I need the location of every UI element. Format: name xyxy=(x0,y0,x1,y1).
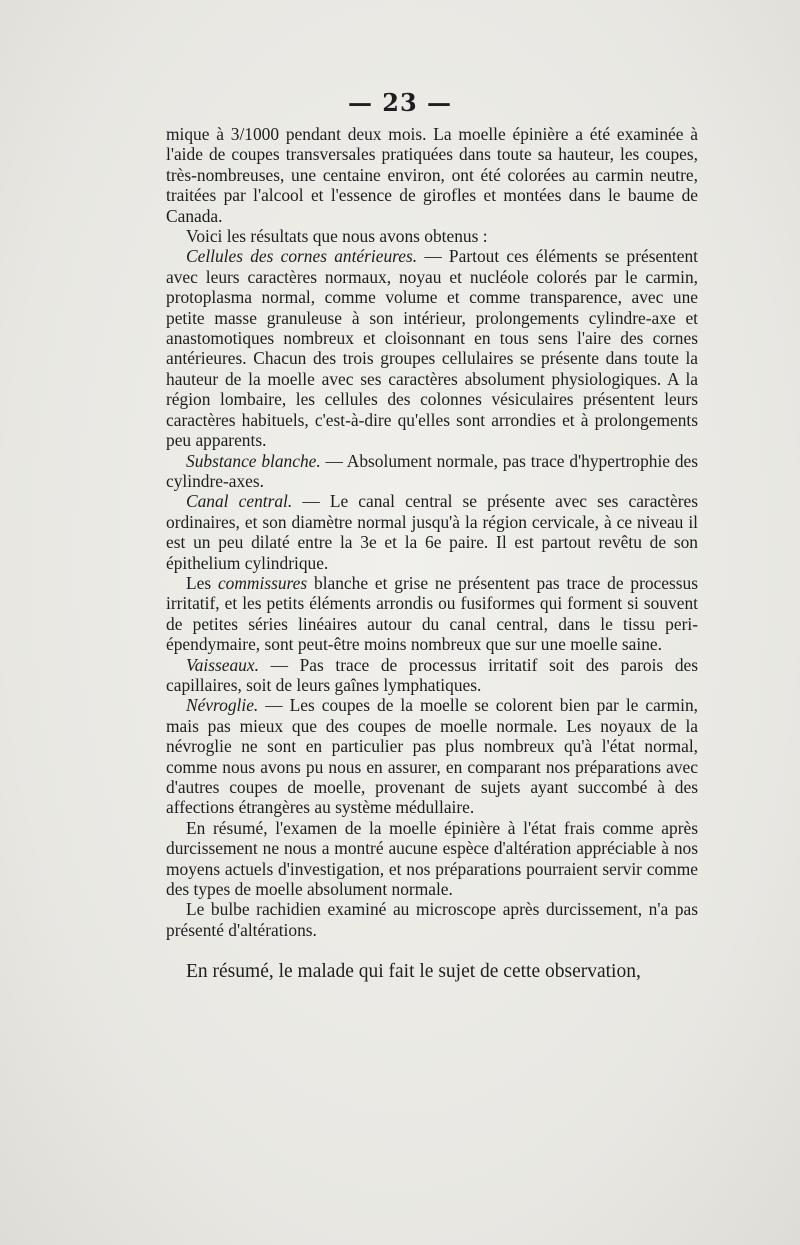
text-run: — Le canal central se présente avec ses caractères ordinaires, et son diamètre normal jusqu'à la région cervicale, à ce niveau il est un peu dilaté entre la 3e et la 6e paire. Il est partout revêtu de son épithelium cylindrique. xyxy=(166,491,698,573)
text-run: Voici les résultats que nous avons obtenus : xyxy=(186,226,488,247)
page-body xyxy=(166,124,698,984)
paragraph xyxy=(166,226,698,246)
text-run: En résumé, l'examen de la moelle épinière à l'état frais comme après durcissement ne nous a montré aucune espèce d'altération appréciable à nos moyens actuels d'investigation, et nos préparations pourraient servir comme des types de moelle absolument normale. xyxy=(166,817,698,900)
italic-heading: commissures xyxy=(217,572,308,593)
paragraph xyxy=(166,491,698,573)
paragraph xyxy=(166,818,698,900)
paragraph-gap xyxy=(166,940,698,960)
paragraph xyxy=(166,695,698,817)
paragraph xyxy=(166,655,698,696)
paragraph xyxy=(166,573,698,655)
paragraph-list xyxy=(166,124,698,940)
italic-heading: Substance blanche. xyxy=(186,450,321,471)
page-number: — 23 — xyxy=(347,88,453,117)
paragraph xyxy=(166,451,698,492)
italic-heading: Cellules des cornes antérieures. xyxy=(186,246,418,267)
text-run: — Absolument normale, pas trace d'hypertrophie des cylindre-axes. xyxy=(166,450,698,491)
text-run: blanche et grise ne présentent pas trace de processus irritatif, et les petits éléments arrondis ou fusiformes qui forment si souvent de petites séries linéaires autour du canal central, dans le tissu peri-épendymaire, sont peut-être moins nombreux que sur une moelle saine. xyxy=(166,572,698,655)
paragraph xyxy=(166,246,698,450)
paragraph xyxy=(166,124,698,226)
text-run: mique à 3/1000 pendant deux mois. La moelle épinière a été examinée à l'aide de coupes transversales pratiquées dans toute sa hauteur, les coupes, très-nombreuses, une centaine environ, ont été colorées au carmin neutre, traitées par l'alcool et l'essence de girofles et montées dans le baume de Canada. xyxy=(166,124,698,226)
italic-heading: Névroglie. xyxy=(186,695,259,716)
text-run: — Pas trace de processus irritatif soit des parois des capillaires, soit de leurs gaînes lymphatiques. xyxy=(166,654,698,695)
text-run: — Partout ces éléments se présentent avec leurs caractères normaux, noyau et nucléole colorés par le carmin, protoplasma normal, comme volume et comme transparence, avec une petite masse granuleuse à son intérieur, prolongements cylindre-axe et anastomotiques nombreux et cloisonnant en tous sens l'aire des cornes antérieures. Chacun des trois groupes cellulaires se présente dans toute la hauteur de la moelle avec ses caractères absolument physiologiques. A la région lombaire, les cellules des colonnes vésiculaires présentent leurs caractères habituels, c'est-à-dire qu'elles sont arrondies et à prolongements peu apparents. xyxy=(166,246,698,451)
text-run: Le bulbe rachidien examiné au microscope après durcissement, n'a pas présenté d'altérations. xyxy=(166,899,698,940)
text-run: Les xyxy=(186,572,218,593)
paragraph xyxy=(166,899,698,940)
text-run: — Les coupes de la moelle se colorent bien par le carmin, mais pas mieux que des coupes de moelle normale. Les noyaux de la névroglie ne sont en particulier pas plus nombreux qu'à l'état normal, comme nous avons pu nous en assurer, en comparant nos préparations avec d'autres coupes de moelle, provenant de sujets ayant succombé à des affections étrangères au système médullaire. xyxy=(166,695,698,818)
italic-heading: Vaisseaux. xyxy=(186,654,259,675)
final-line: En résumé, le malade qui fait le sujet de cette observation, xyxy=(186,961,641,983)
italic-heading: Canal central. xyxy=(186,491,293,512)
